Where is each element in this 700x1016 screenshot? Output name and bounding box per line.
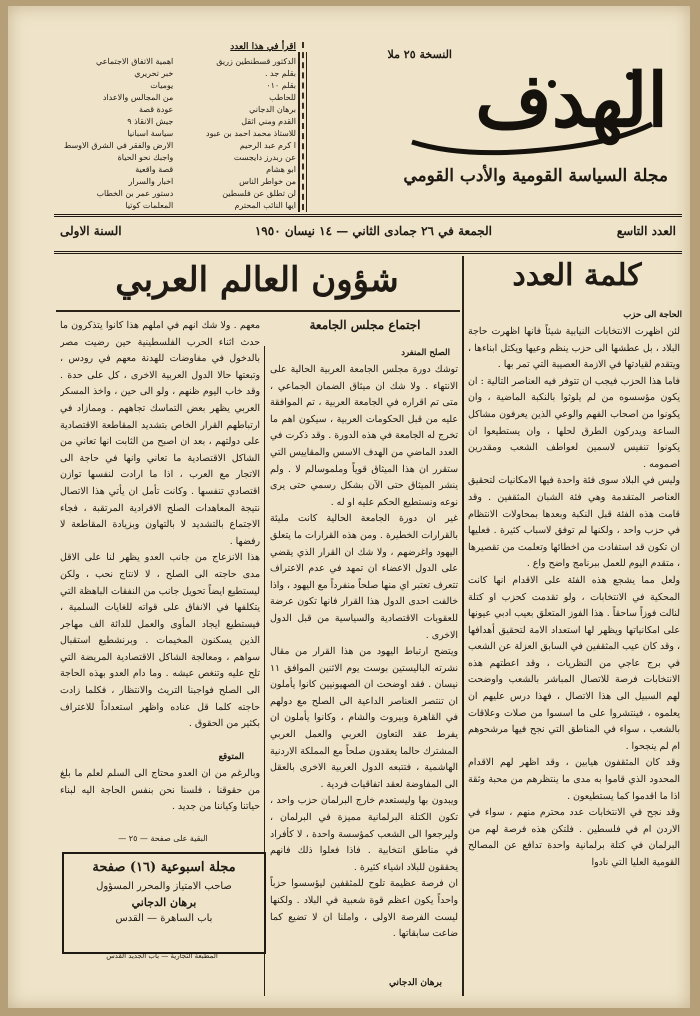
- issue-price: النسخة ٢٥ ملا: [387, 48, 452, 61]
- imprint-address: باب الساهرة — القدس: [115, 913, 213, 924]
- paragraph: وليس في البلاد سوى فئة واحدة فيها الامكانيات لتحقيق العناصر المتقدمة وهي فئة الشبان المثقفين . وقد قامت هذه الفئة قبل النكبة وبعدها بمحاولات الانتظام في حزب واحد ، ولكنها لم توفق لاسباب كثيرة . فعليها ان تكون قد استفادت من اخطائها وتعلمت من تقصيرها ، متقدم اليوم للعمل ببرنامج واضح واع .: [468, 475, 680, 570]
- contents-row: للحاطب من المجالس والاعداد: [102, 93, 296, 102]
- contents-row: الدكتور قسطنطين زريق اهمية الاتفاق الاجتماعي: [96, 57, 296, 66]
- paragraph: معهم . ولا شك انهم في املهم هذا كانوا يتذكرون ما حدث اثناء الحرب الفلسطينية حين رضيت مصر بالدخول في مفاوضات للهدنة معهم في رودس ، وتبعتها حالا الدول العربية الاخرى ، كل على حدة . وقد خاب اليوم ظنهم ، ولو الى حين ، واخذ المسكر العربي يظهر بعض التماسك تجاههم . وممازاد في ارتباطهم القرار الخاص بتشديد المقاطعة الاقتصادية على دولتهم ، بعد ان اصبح من الثابت انها تعاني من الشاكل الاقتصادية ما تعاني وانها في حاجة الى الاتجار مع العرب ، اذا ما ارادت لنفسها توازن اقتصادي تنفسها . وكانت تأمل ان يأتي هذا الاتصال نتيجة المعاهدات الصلح الافرادية المرتقبة ، فجاء الاجتماع بالتشديد لا بالتهاون وبزيادة المقاطعة لا رفضها .: [60, 320, 260, 547]
- contents-row: عن ربدرز دايجست واجبك نحو الحياة: [117, 153, 296, 162]
- imprint-editor-role: صاحب الامتياز والمحرر المسؤول: [96, 881, 232, 892]
- contents-box: [52, 42, 304, 210]
- paragraph: غير ان دورة الجامعة الحالية كانت مليئة بالقرارات الخطيرة . ومن هذه القرارات ما يتعلق اليهود واغرضهم ، ولا شك ان القرار الذي يقضي على الدول الاعضاء ان تمهد في عدم الاعتراف تتعرف تعتبر اي منها صلحاً منفرداً مع اليهود ، واذا خالفت احدى الدول هذا القرار فانها تكون عرضة للعقوبات الاقتصادية والسياسية من قبل الدول الاخرى .: [270, 513, 458, 641]
- left-column-closing: [60, 766, 260, 830]
- contents-row: ابو هشام قصة واقعية: [135, 165, 296, 174]
- left-column-text: [60, 318, 260, 748]
- paragraph: ويتضح ارتباط اليهود من هذا القرار من مقال نشرته الباليستين بوست يوم الاثنين الموافق ١١ نيسان . فقد اوضحت ان الصهيونيين كانوا يأملون ان تنتصر العناصر الداعية الى الصلح مع دولهم في القاهرة وبيروت والشام ، وكانوا يأملون ان يفرط عقد التعاون العربي والعمل العربي المشترك حالما يعقدون صلحاً مع المملكة الاردنية الهاشمية ، فتتبعه الدول العربية الاخرى بالعقل الى المفاوضة لعقد اتفاقيات فردية .: [270, 646, 458, 790]
- right-column-heading: كلمة العدد: [512, 258, 642, 293]
- continued-note: البقية على صفحة — ٢٥ —: [118, 834, 208, 843]
- issue-year: السنة الاولى: [60, 224, 122, 238]
- imprint-title: مجلة اسبوعية (١٦) صفحة: [92, 860, 236, 875]
- article-title: اجتماع مجلس الجامعة: [309, 318, 421, 332]
- paragraph: ولعل مما يشجع هذه الفئة على الاقدام انها كانت المحكية في الانتخابات ، ولو تقدمت كحزب او كتلة لنالت فوزاً ساحقاً . هذا الفوز المتعلق بعيب ادبي عيونها على امكانياتها ويظهر لها استعداد الامة لتحقيق أهدافها ، وقد كان عيب المثقفين في السابق العزلة عن الشعب في برج عاجي من النظريات ، وقد اعطتهم هذه الانتخابات فرصة للاتصال المباشر بالشعب واوضحت لهم السبيل الى هذا الاتصال ، فهذا درس عليهم ان يعلموه ، فينتشروا على ما اسسوا من صلات وعلاقات بالشعب ، سواء في المناطق التي نجح فيها مرشحوهم ام لم ينجحوا .: [468, 574, 680, 752]
- middle-column-text: [270, 362, 458, 974]
- contents-row: من خواطر الناس اخبار والسرار: [128, 177, 296, 186]
- newspaper-page: [8, 6, 690, 1008]
- author-signature: برهان الدجاني: [389, 978, 442, 988]
- contents-row: برهان الدجاني عودة قصة: [139, 105, 296, 114]
- middle-column-label: الصلح المنفرد: [401, 348, 450, 358]
- paragraph: فاما هذا الحزب فيجب ان تتوفر فيه العناصر التالية : ان يكون مؤسسوه من لم يلوثوا بالنكبة الماضية ، وان يكونوا من اصحاب الفهم والوعي الذين يعرفون مشاكل الساعة ويدركون الطرق لحلها ، وان يستطيعوا ان يكونوا تنفيس لاسمين لعواطف الشعب ومقدرين اصمومه .: [468, 375, 680, 470]
- right-column-label: الحاجة الى حزب: [623, 310, 682, 320]
- imprint-box: [62, 852, 266, 954]
- contents-row: بقلم جد . خبر تحريري: [134, 69, 296, 78]
- main-heading-rule: [56, 310, 460, 312]
- contents-row: لن تطلق عن فلسطين دستور عمر بن الخطاب: [96, 189, 296, 198]
- issue-number: العدد التاسع: [616, 224, 676, 238]
- contents-row: للاستاذ محمد احمد بن عبود سياسة اسبانيا: [127, 129, 296, 138]
- contents-row: ا كرم عبد الرحيم الارض والفقر في الشرق الاوسط: [63, 141, 296, 150]
- issue-info-bar: [54, 214, 682, 254]
- contents-row: بقلم ٠١٠ يومیات: [150, 81, 296, 90]
- printer-line: المطبعة التجارية — باب الجديد القدس: [106, 952, 218, 960]
- paragraph: وقد كان المثقفون هيابين ، وقد اظهر لهم الاقدام المحدود الذي قاموا به مدى ما ينتظرهم من محبة وثقة اذا ما اقدموا كما يستطيعون .: [468, 757, 680, 802]
- paragraph: وبالرغم من ان العدو محتاج الى السلم لعلم ما بلغ من حقوقنا ، فلسنا نحن بنفس الحاجة اليه لبناء حياتنا وكياننا من جديد .: [60, 768, 260, 813]
- contents-list: [60, 56, 296, 212]
- paragraph: توشك دورة مجلس الجامعة العربية الحالية على الانتهاء . ولا شك ان ميثاق الضمان الجماعي ، متى تم اقراره في الجامعة العربية ، تم الموافقة عليه من قبل الحكومات العربية ، سيكون اهم ما تخرج له الجامعة في هذه الدورة . وقد ذكرت في العدد الماضي من الهدف الاسس والمقاييس التي ستقرر ان هذا الميثاق قوياً وملموسالم لا . ولم ينشر الميثاق حتى الآن بشكل رسمي حتى يرى نوعه ونستطيع الحكم عليه او له .: [270, 364, 458, 508]
- paragraph: ويبدون بها وليستعدم خارج البرلمان حزب واحد ، تكون الكتلة البرلمانية مميزة في البرلمان ، وليرجعوا الى الشعب كمؤسسة واحدة ، لا كأفراد في مناطق انتخابية . فاذا فعلوا ذلك فانهم يحققون للبلاد اشياء كثيرة .: [270, 795, 458, 873]
- contents-row: ايها النائب المحترم المعلمات كوتيا: [125, 201, 296, 210]
- main-section-heading: شؤون العالم العربي: [115, 260, 399, 300]
- imprint-editor-name: برهان الدجاني: [131, 896, 197, 909]
- issue-date: الجمعة في ٢٦ جمادى الثاني — ١٤ نيسان ١٩٥٠: [254, 224, 492, 238]
- magazine-subtitle: مجلة السياسة القومية والأدب القومي: [403, 166, 668, 186]
- column-rule-right: [462, 256, 464, 996]
- paragraph: هذا الانزعاج من جانب العدو يظهر لنا على الاقل مدى حاجته الى الصلح ، لا لانتاج نحب ، ولكن ليستطيع ايضاً تحويل جانب من النفقات الباهظة التي يتكلفها في الانفاق على قواته للغايات السلمية ، فيستطيع ايجاد المأوى والعمل للدائة الف مهاجر الذين يسكنون المخيمات . وبرنشطيع استقبال سواهم ، ومعالجة الشاكل الاقتصادية المريضة التي تلح عليه وتنغص عيشه . وما دام العدو بهذه الحاجة الى الصلح فواجبنا التريث والانتظار ، فكلما زادت حاجته كلما قل عناده واظهر استعداداً للاعتراف بكثير من الحقوق .: [60, 552, 260, 730]
- paragraph: لئن اظهرت الانتخابات النيابية شيئاً فانها اظهرت حاجة البلاد ، بل عطشها الى حزب ينظم وعيها ويكتل ابناءها ، ويتقدم لقيادتها في الازمة العصيبة التي تمر بها .: [468, 326, 680, 371]
- left-column-label: المتوقع: [218, 752, 244, 762]
- paragraph: وقد نجح في الانتخابات عدد محترم منهم ، سواء في الاردن ام في فلسطين . فلتكن هذه فرصة لهم من البرلمان في كتلة برلمانية واحدة تدافع عن المصالح القومية العليا التي نادوا: [468, 807, 680, 868]
- masthead: [8, 6, 690, 210]
- right-column-text: [468, 324, 680, 1000]
- paragraph: ان فرصة عظيمة تلوح للمثقفين ليؤسسوا حزباً واحداً يكون اعظم قوة شعبية في البلاد . ولكنها ليست الفرصة الاولى ، واملنا ان لا تضيع كما ضاعت سابقاتها .: [270, 878, 458, 940]
- contents-title: اقرأ في هذا العدد: [230, 42, 296, 52]
- magazine-logo: الهدف: [475, 58, 668, 144]
- contents-row: القدم ومني اثقل جيش الانقاذ ٩: [127, 117, 296, 126]
